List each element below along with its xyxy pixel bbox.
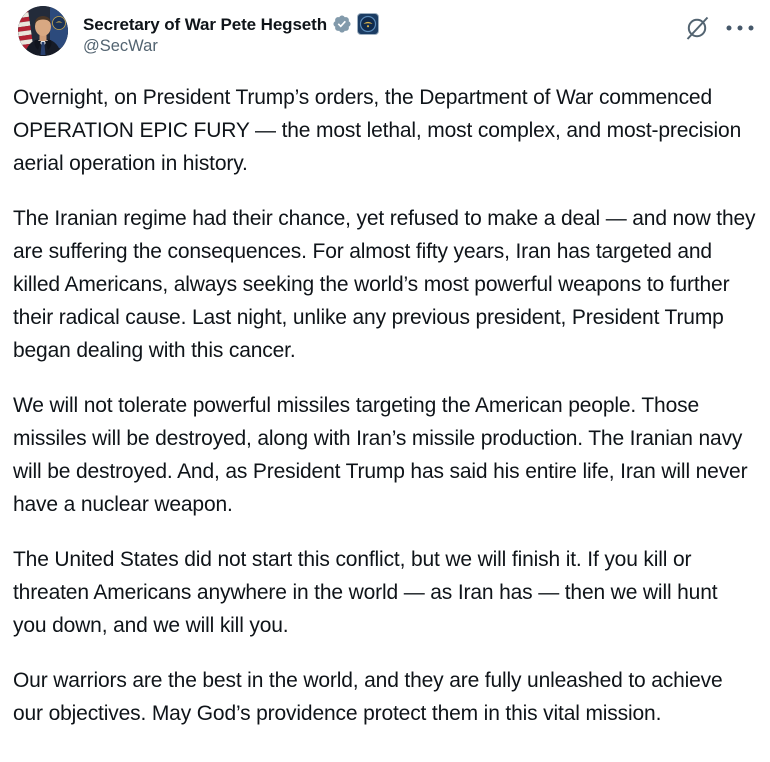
grok-slashed-circle-icon bbox=[683, 15, 711, 41]
tweet-paragraph-5: Our warriors are the best in the world, and they are fully unleashed to achieve our objectives. May God’s providence protect them in this vital mission. bbox=[13, 669, 723, 725]
affiliate-badge-icon[interactable] bbox=[357, 13, 379, 35]
tweet-header bbox=[0, 0, 770, 62]
three-dots-icon bbox=[724, 23, 756, 33]
verified-badge-icon bbox=[332, 14, 352, 34]
avatar[interactable] bbox=[18, 6, 68, 56]
author-display-name[interactable]: Secretary of War Pete Hegseth bbox=[83, 14, 328, 34]
grok-button[interactable] bbox=[683, 15, 711, 41]
author-name-row bbox=[83, 13, 379, 35]
header-actions bbox=[683, 6, 756, 41]
tweet-paragraph-1: Overnight, on President Trump’s orders, the Department of War commenced OPERATION EPIC FURY — the most lethal, most complex, and most-precision aerial operation in history. bbox=[13, 86, 742, 175]
pete-hegseth-portrait-icon bbox=[18, 6, 68, 56]
tweet-paragraph-2: The Iranian regime had their chance, yet refused to make a deal — and now they are suffering the consequences. For almost fifty years, Iran has targeted and killed Americans, always seeking the world’s most powerful weapons to further their radical cause. Last night, unlike any previous president, President Trump began dealing with this cancer. bbox=[13, 207, 756, 362]
author-handle[interactable]: @SecWar bbox=[83, 37, 158, 55]
more-button[interactable] bbox=[724, 23, 756, 33]
tweet-paragraph-4: The United States did not start this conflict, but we will finish it. If you kill or threaten Americans anywhere in the world — as Iran has — then we will hunt you down, and we will kill you. bbox=[13, 548, 718, 637]
tweet-text bbox=[0, 81, 770, 730]
tweet-paragraph-3: We will not tolerate powerful missiles targeting the American people. Those missiles will be destroyed, along with Iran’s missile production. The Iranian navy will be destroyed. And, as President Trump has said his entire life, Iran will never have a nuclear weapon. bbox=[13, 394, 748, 516]
author-block bbox=[83, 6, 379, 56]
